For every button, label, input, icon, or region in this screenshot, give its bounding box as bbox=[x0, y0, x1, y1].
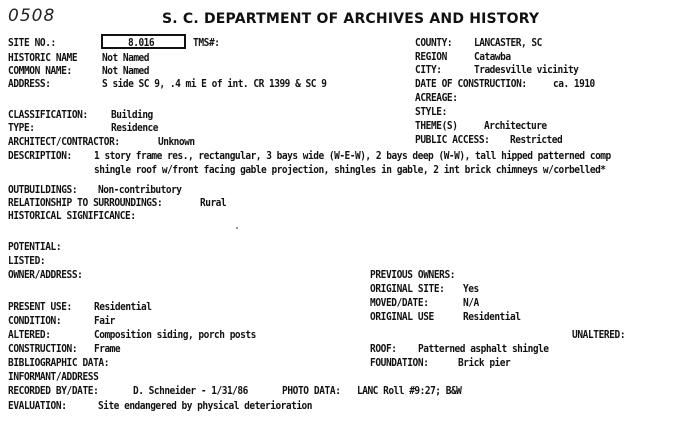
county-value: LANCASTER, SC bbox=[474, 36, 542, 50]
original-use-value: Residential bbox=[463, 310, 521, 324]
recorded-by-value: D. Schneider - 1/31/86 bbox=[133, 384, 248, 398]
altered-value: Composition siding, porch posts bbox=[94, 328, 256, 342]
classification-label: CLASSIFICATION: bbox=[8, 108, 88, 122]
construction-value: Frame bbox=[94, 342, 121, 356]
outbuildings-value: Non-contributory bbox=[98, 183, 182, 197]
recorded-by-label: RECORDED BY/DATE: bbox=[8, 384, 99, 398]
county-label: COUNTY: bbox=[415, 36, 453, 50]
potential-label: POTENTIAL: bbox=[8, 240, 62, 254]
outbuildings-label: OUTBUILDINGS: bbox=[8, 183, 78, 197]
altered-label: ALTERED: bbox=[8, 328, 51, 342]
original-site-value: Yes bbox=[463, 282, 479, 296]
city-value: Tradesville vicinity bbox=[474, 63, 579, 77]
region-label: REGION bbox=[415, 50, 447, 64]
public-access-label: PUBLIC ACCESS: bbox=[415, 133, 490, 147]
style-label: STYLE: bbox=[415, 105, 447, 119]
site-no-label: SITE NO.: bbox=[8, 36, 56, 50]
original-site-label: ORIGINAL SITE: bbox=[370, 282, 445, 296]
condition-value: Fair bbox=[94, 314, 115, 328]
region-value: Catawba bbox=[474, 50, 511, 64]
description-line-1: 1 story frame res., rectangular, 3 bays wide (W-E-W), 2 bays deep (W-W), tall hipped patterned comp bbox=[94, 149, 611, 163]
relationship-label: RELATIONSHIP TO SURROUNDINGS: bbox=[8, 196, 163, 210]
site-no-value: 8.016 bbox=[128, 36, 155, 50]
evaluation-value: Site endangered by physical deterioration bbox=[98, 399, 312, 413]
city-label: CITY: bbox=[415, 63, 442, 77]
address-label: ADDRESS: bbox=[8, 77, 51, 91]
architect-label: ARCHITECT/CONTRACTOR: bbox=[8, 135, 120, 149]
acreage-label: ACREAGE: bbox=[415, 91, 458, 105]
present-use-label: PRESENT USE: bbox=[8, 300, 72, 314]
themes-value: Architecture bbox=[484, 119, 547, 133]
previous-owners-label: PREVIOUS OWNERS: bbox=[370, 268, 456, 282]
photo-data-label: PHOTO DATA: bbox=[282, 384, 341, 398]
relationship-value: Rural bbox=[200, 196, 227, 210]
historic-name-value: Not Named bbox=[102, 51, 149, 65]
moved-date-value: N/A bbox=[463, 296, 479, 310]
historic-name-label: HISTORIC NAME bbox=[8, 51, 78, 65]
form-title: S. C. DEPARTMENT OF ARCHIVES AND HISTORY bbox=[162, 11, 540, 27]
evaluation-label: EVALUATION: bbox=[8, 399, 67, 413]
present-use-value: Residential bbox=[94, 300, 152, 314]
historical-significance-label: HISTORICAL SIGNIFICANCE: bbox=[8, 209, 136, 223]
construction-label: CONSTRUCTION: bbox=[8, 342, 78, 356]
common-name-value: Not Named bbox=[102, 64, 149, 78]
address-value: S side SC 9, .4 mi E of int. CR 1399 & SC 9 bbox=[102, 77, 327, 91]
handwritten-site-number: 0508 bbox=[8, 6, 56, 26]
listed-label: LISTED: bbox=[8, 254, 46, 268]
description-label: DESCRIPTION: bbox=[8, 149, 72, 163]
date-of-construction-label: DATE OF CONSTRUCTION: bbox=[415, 77, 527, 91]
unaltered-label: UNALTERED: bbox=[572, 328, 626, 342]
moved-date-label: MOVED/DATE: bbox=[370, 296, 429, 310]
roof-label: ROOF: bbox=[370, 342, 397, 356]
date-of-construction-value: ca. 1910 bbox=[553, 77, 595, 91]
owner-address-label: OWNER/ADDRESS: bbox=[8, 268, 83, 282]
themes-label: THEME(S) bbox=[415, 119, 458, 133]
roof-value: Patterned asphalt shingle bbox=[418, 342, 549, 356]
classification-value: Building bbox=[111, 108, 153, 122]
description-line-2: shingle roof w/front facing gable projection, shingles in gable, 2 int brick chimneys w/corbelled* bbox=[94, 163, 606, 177]
type-value: Residence bbox=[111, 121, 158, 135]
architect-value: Unknown bbox=[158, 135, 195, 149]
condition-label: CONDITION: bbox=[8, 314, 62, 328]
public-access-value: Restricted bbox=[510, 133, 563, 147]
bibliographic-data-label: BIBLIOGRAPHIC DATA: bbox=[8, 356, 110, 370]
tms-label: TMS#: bbox=[193, 36, 220, 50]
speck-mark bbox=[236, 227, 238, 229]
informant-address-label: INFORMANT/ADDRESS bbox=[8, 370, 99, 384]
photo-data-value: LANC Roll #9:27; B&W bbox=[357, 384, 462, 398]
type-label: TYPE: bbox=[8, 121, 35, 135]
foundation-label: FOUNDATION: bbox=[370, 356, 429, 370]
common-name-label: COMMON NAME: bbox=[8, 64, 72, 78]
original-use-label: ORIGINAL USE bbox=[370, 310, 434, 324]
foundation-value: Brick pier bbox=[458, 356, 511, 370]
